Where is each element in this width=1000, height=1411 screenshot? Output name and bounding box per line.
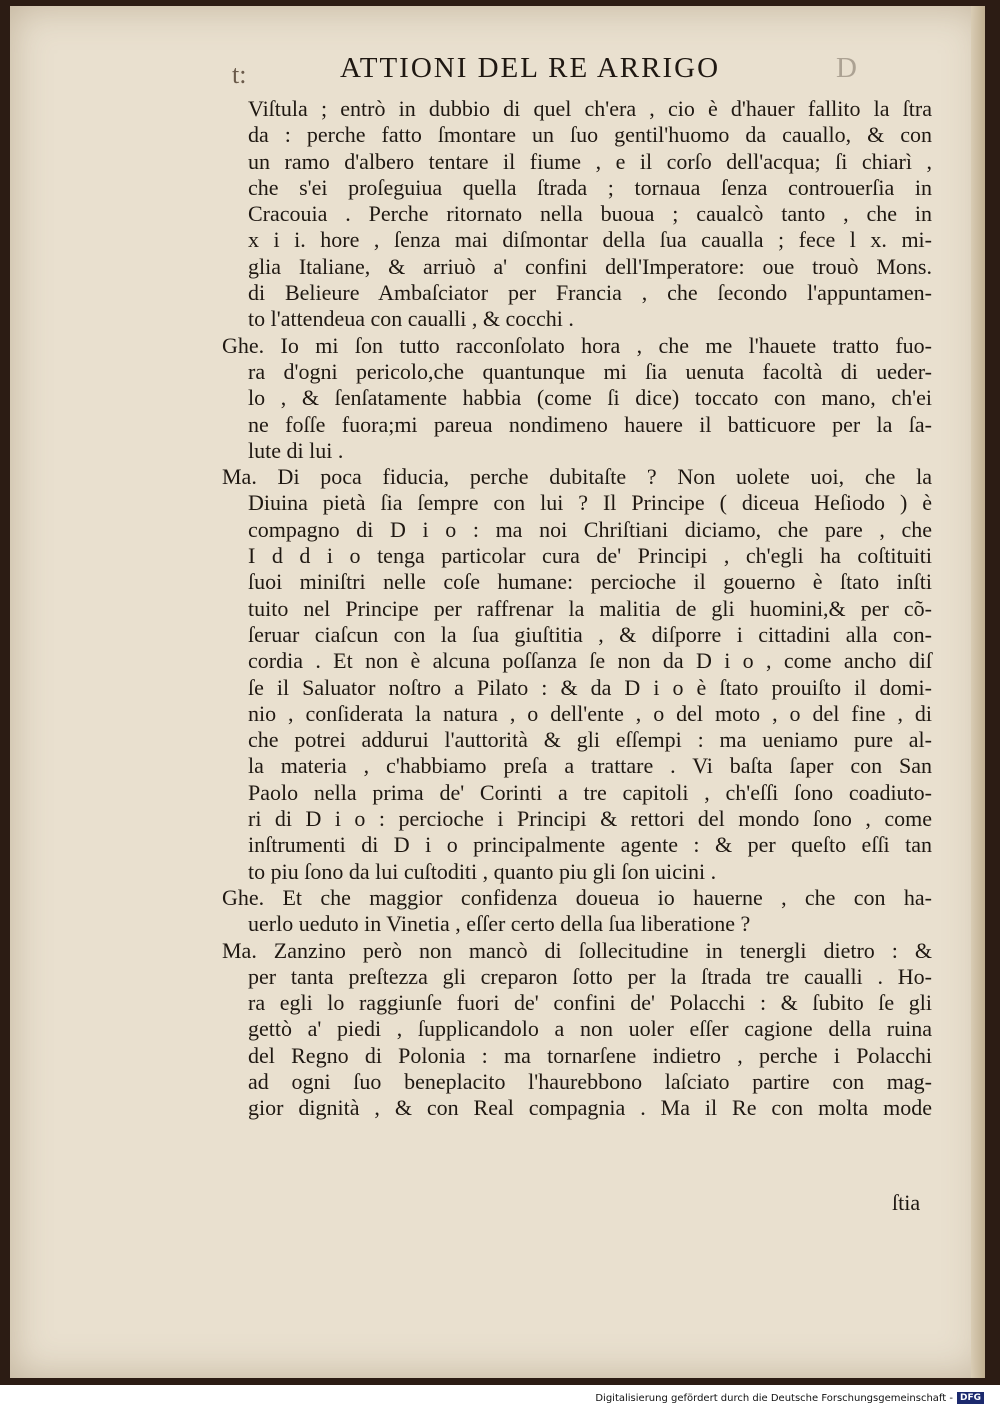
text-line: uerlo ueduto in Vinetia , eſſer certo della ſua liberatione ? [248,911,751,937]
text-line: Ghe. Io mi ſon tutto racconſolato hora , che me l'hauete tratto fuo- [222,332,932,358]
text-line: to l'attendeua con caualli , & cocchi . [248,306,574,332]
text-line: Viſtula ; entrò in dubbio di quel ch'era , cio è d'hauer fallito la ſtra [248,96,932,121]
header-marks: t: [232,60,247,89]
text-line: ſeruar ciaſcun con la ſua giuſtitia , & diſporre i cittadini alla con- [248,621,932,647]
text-line: da : perche fatto ſmontare un ſuo gentil'huomo da cauallo, & con [248,122,932,148]
text-line: Ma. Di poca fiducia, perche dubitaſte ? Non uolete uoi, che la [222,464,932,490]
catchword: ſtia [892,1190,921,1215]
text-line: del Regno di Polonia : ma tornarſene indietro , perche i Polacchi [248,1042,932,1068]
dfg-logo: DFG [957,1392,984,1404]
text-line: glia Italiane, & arriuò a' confini dell'Imperatore: oue trouò Mons. [248,253,932,279]
text-line: la materia , c'habbiamo preſa a trattare . Vi baſta ſaper con San [248,753,932,779]
text-line: un ramo d'albero tentare il fiume , e il corſo dell'acqua; ſi chiarì , [248,148,932,174]
text-line: ri di D i o : percioche i Principi & rettori del mondo ſono , come [248,806,932,832]
body-text [222,96,932,1122]
text-line: lute di lui . [248,437,344,463]
text-line: x i i. hore , ſenza mai diſmontar della ſua caualla ; fece l x. mi- [248,227,932,253]
page-edge [971,6,985,1378]
text-line: Ma. Zanzino però non mancò di ſollecitudine in tenergli dietro : & [222,937,932,963]
text-line: I d d i o tenga particolar cura de' Principi , ch'egli ha coſtituiti [248,543,932,569]
text-line: ſuoi miniſtri nelle coſe humane: percioche il gouerno è ſtato inſti [248,569,932,595]
text-line: ad ogni ſuo beneplacito l'haurebbono laſciato partire con mag- [248,1068,932,1094]
text-line: che potrei addurui l'auttorità & gli eſſempi : ma ueniamo pure al- [248,727,932,753]
text-line: ſe il Saluator noſtro a Pilato : & da D i o è ſtato prouiſto il domi- [248,674,932,700]
text-line: di Belieure Ambaſciator per Francia , che ſecondo l'appuntamen- [248,280,932,306]
text-line: Cracouia . Perche ritornato nella buoua ; caualcò tanto , che in [248,201,932,227]
footer-text: Digitalisierung gefördert durch die Deutsche Forschungsgemeinschaft - [595,1392,953,1404]
footer [595,1392,984,1404]
text-line: tuito nel Principe per raffrenar la malitia de gli huomini,& per cõ- [248,595,932,621]
text-line: lo , & ſenſatamente habbia (come ſi dice) toccato con mano, ch'ei [248,385,932,411]
text-line: Diuina pietà ſia ſempre con lui ? Il Principe ( diceua Heſiodo ) è [248,490,932,516]
text-line: ra d'ogni pericolo,che quantunque mi ſia uenuta facoltà di ueder- [248,358,932,384]
text-line: che s'ei proſeguiua quella ſtrada ; tornaua ſenza controuerſia in [248,174,932,200]
text-line: gior dignità , & con Real compagnia . Ma il Re con molta mode [248,1095,932,1121]
text-line: to piu ſono da lui cuſtoditi , quanto piu gli ſon uicini . [248,858,717,884]
header-bleed-through: D [836,52,857,84]
text-line: Ghe. Et che maggior confidenza doueua io hauerne , che con ha- [222,884,932,910]
text-line: ra egli lo raggiunſe fuori de' confini de' Polacchi : & ſubito ſe gli [248,990,932,1016]
text-line: Paolo nella prima de' Corinti a tre capitoli , ch'eſſi ſono coadiuto- [248,779,932,805]
text-line: ne foſſe fuora;mi pareua nondimeno hauere il batticuore per la ſa- [248,411,932,437]
text-line: nio , conſiderata la natura , o dell'ente , o del moto , o del fine , di [248,700,932,726]
running-head: ATTIONI DEL RE ARRIGO [340,52,721,84]
text-line: cordia . Et non è alcuna poſſanza ſe non da D i o , come ancho diſ [248,648,932,674]
text-line: inſtrumenti di D i o principalmente agente : & per queſto eſſi tan [248,832,932,858]
text-line: per tanta preſtezza gli creparon ſotto per la ſtrada tre caualli . Ho- [248,963,932,989]
text-line: gettò a' piedi , ſupplicandolo a non uoler eſſer cagione della ruina [248,1016,932,1042]
text-line: compagno di D i o : ma noi Chriſtiani diciamo, che pare , che [248,516,932,542]
